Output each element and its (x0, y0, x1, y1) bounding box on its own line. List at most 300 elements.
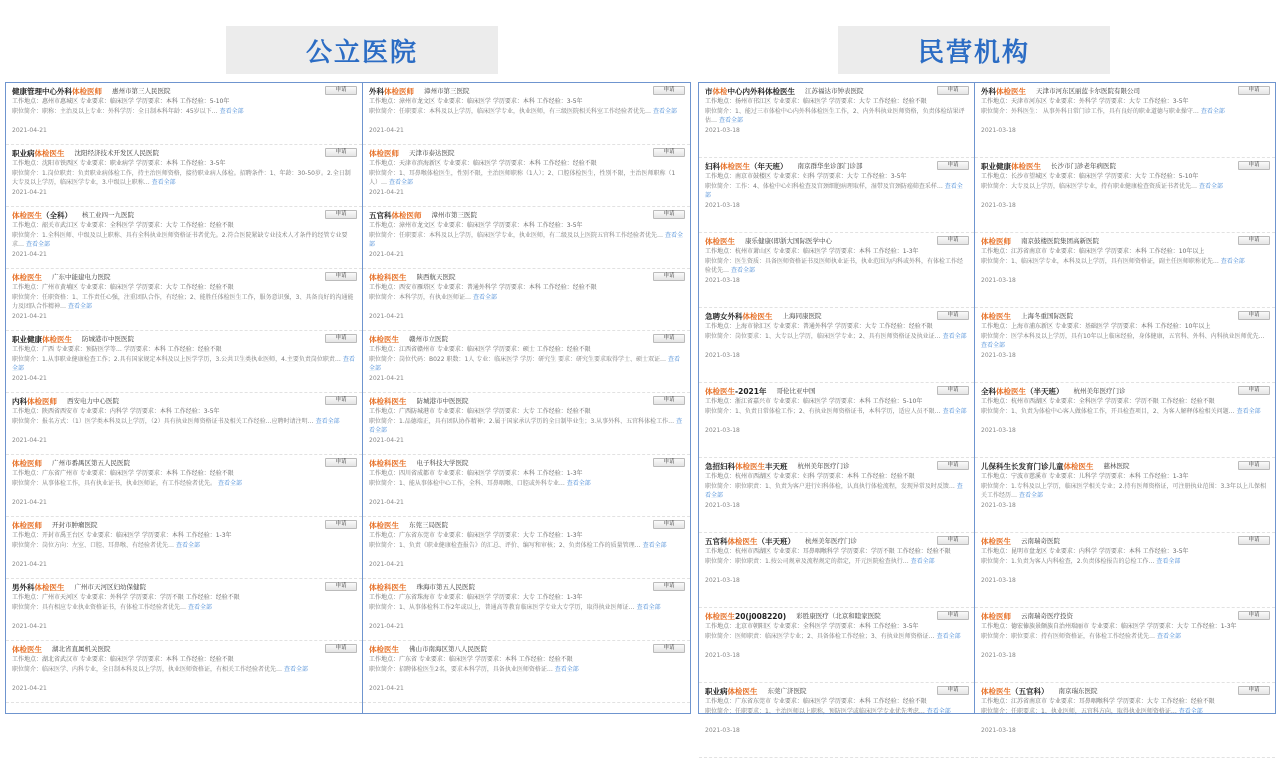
hospital-name[interactable]: 防城港市中医医院 (82, 335, 134, 343)
job-description: 职位简介：1、负责日常体检工作；2、有执业医师资格证书，本科学历，适应人员不限… 查看全部 (705, 408, 967, 415)
apply-button[interactable]: 申请 (325, 582, 357, 591)
job-description: 职位简介：1.全科医师、中级及以上职称、具有全科执业医师资格证书者优先。2.符合医院紧缺专业技术人才条件的经管专业要求… 查看全部 (12, 232, 348, 248)
job-card[interactable] (699, 158, 974, 233)
job-description: 职位简介：1.品德端正，具有团队协作精神；2.属于国家承认学历的全日制毕业生；3.从事外科、五官科体检工作… 查看全部 (369, 418, 683, 434)
job-meta: 工作地点：宁波市慈溪市 专业要求：儿科学 学历要求：本科 工作经验：1-3年 (981, 473, 1189, 480)
job-list-column (974, 83, 1275, 734)
job-title[interactable]: 体检医师 (369, 149, 399, 158)
job-title[interactable]: 体检医师 (12, 521, 42, 530)
job-title[interactable]: 外科体检医师 (369, 87, 414, 96)
job-title[interactable]: 市体检中心内外科体检医生 (705, 87, 795, 96)
view-all-link[interactable]: 查看全部 (705, 183, 963, 199)
job-title[interactable]: 体检科医生 (369, 459, 407, 468)
job-title[interactable]: 体检医生 (705, 237, 735, 246)
hospital-name[interactable]: 天津市河东区丽蓝卡尔医院有限公司 (1036, 87, 1140, 95)
job-title[interactable]: 体检医师 (981, 237, 1011, 246)
job-card[interactable] (6, 331, 362, 393)
private-institution-heading: 民营机构 (838, 26, 1110, 74)
job-card[interactable] (6, 145, 362, 207)
view-all-link[interactable]: 查看全部 (942, 408, 967, 415)
job-meta: 工作地点：广东省广州市 专业要求：临床医学 学历要求：本科 工作经验：经验不限 (12, 470, 234, 477)
hospital-name[interactable]: 广州市番禺区第五人民医院 (52, 459, 130, 467)
job-meta: 工作地点：韶关市武江区 专业要求：全科医学 学历要求：大专 工作经验：经验不限 (12, 222, 234, 229)
job-description: 职位简介：1、负责为体检中心客人做体检工作，开具检查项目，2、为客人解释体检相关问题… 查看全部 (981, 408, 1261, 415)
view-all-link[interactable]: 查看全部 (942, 333, 967, 340)
hospital-name[interactable]: 西安电力中心医院 (67, 397, 119, 405)
job-card[interactable] (363, 393, 690, 455)
view-all-link[interactable]: 查看全部 (1156, 558, 1181, 565)
post-date: 2021-04-21 (12, 313, 47, 320)
view-all-link[interactable]: 查看全部 (636, 604, 661, 611)
job-card[interactable] (363, 579, 690, 641)
view-all-link[interactable]: 查看全部 (926, 708, 951, 715)
post-date: 2021-03-18 (705, 127, 740, 134)
view-all-link[interactable]: 查看全部 (566, 480, 591, 487)
job-meta: 工作地点：长沙市望城区 专业要求：临床医学 学历要求：大专 工作经验：5-10年 (981, 173, 1199, 180)
post-date: 2021-04-21 (369, 623, 404, 630)
job-card[interactable] (975, 683, 1275, 758)
job-title[interactable]: 妇科体检医生（年天班） (705, 162, 788, 171)
job-title[interactable]: 职业病体检医生 (12, 149, 65, 158)
job-list-column (362, 83, 690, 713)
job-description: 职位简介：临床医学、内科专业，全日制本科及以上学历，执业医师资格证，有相关工作经验者优先… 查看全部 (12, 666, 308, 673)
hospital-name[interactable]: 广州市天河区妇幼保健院 (74, 583, 146, 591)
apply-button[interactable]: 申请 (653, 458, 685, 467)
job-title[interactable]: 全科体检医生（半天班） (981, 387, 1064, 396)
view-all-link[interactable]: 查看全部 (187, 604, 212, 611)
job-meta: 工作地点：扬州市邗江区 专业要求：临床医学 学历要求：大专 工作经验：经验不限 (705, 98, 927, 105)
job-meta: 工作地点：湖北省武汉市 专业要求：临床医学 学历要求：本科 工作经验：经验不限 (12, 656, 234, 663)
job-description: 职位简介：1.专科及以上学历，临床医学相关专业；2.持有医师资格证，可注册执业范围：3.3年以上儿保相关工作经历… 查看全部 (981, 483, 1266, 499)
view-all-link[interactable]: 查看全部 (219, 108, 244, 115)
job-card[interactable] (699, 383, 974, 458)
hospital-name[interactable]: 湖北省直属机关医院 (52, 645, 111, 653)
job-card[interactable] (6, 641, 362, 703)
post-date: 2021-03-18 (981, 127, 1016, 134)
post-date: 2021-03-18 (981, 427, 1016, 434)
job-meta: 工作地点：北京市朝阳区 专业要求：全科医学 学历要求：本科 工作经验：3-5年 (705, 623, 919, 630)
apply-button[interactable]: 申请 (937, 611, 969, 620)
job-card[interactable] (975, 83, 1275, 158)
job-description: 职位简介：1、临床医学专业，本科及以上学历，具有医师资格证，副主任医师职称优先… 查看全部 (981, 258, 1245, 265)
job-description: 职位简介：职位职责：1、负责为客户进行妇科体检，认真执行体检流程，发现异常及时反馈… 查看全部 (705, 483, 963, 499)
hospital-name[interactable]: 电子科技大学医院 (416, 459, 469, 467)
view-all-link[interactable]: 查看全部 (472, 294, 497, 301)
job-title[interactable]: 职业病体检医生 (705, 687, 758, 696)
job-card[interactable] (699, 458, 974, 533)
job-title[interactable]: 体检医生 (12, 273, 42, 282)
job-meta: 工作地点：昆明市盘龙区 专业要求：内科学 学历要求：本科 工作经验：3-5年 (981, 548, 1189, 555)
hospital-name[interactable]: 云南瑞奇医院 (1021, 537, 1060, 545)
apply-button[interactable]: 申请 (325, 86, 357, 95)
job-card[interactable] (363, 269, 690, 331)
job-description: 职位简介：1、负责《职业健康检查报告》的汇总、评价、编写和审核；2、负责体检工作的质量管理… 查看全部 (369, 542, 667, 549)
job-card[interactable] (975, 233, 1275, 308)
job-title[interactable]: 体检医生（五官科） (981, 687, 1049, 696)
job-card[interactable] (363, 331, 690, 393)
job-meta: 工作地点：广州市黄埔区 专业要求：临床医学 学历要求：大专 工作经验：经验不限 (12, 284, 234, 291)
job-card[interactable] (363, 455, 690, 517)
post-date: 2021-03-18 (981, 277, 1016, 284)
public-hospital-panel (5, 82, 691, 714)
hospital-name[interactable]: 防城港市中医医院 (416, 397, 469, 405)
job-description: 职位简介：外科医生： 从事外科日常门诊工作，具有良好的职业道德与职业操守… 查看全部 (981, 108, 1225, 115)
job-meta: 工作地点：广州市天河区 专业要求：外科学 学历要求：学历不限 工作经验：经验不限 (12, 594, 240, 601)
view-all-link[interactable]: 查看全部 (936, 633, 961, 640)
job-card[interactable] (6, 455, 362, 517)
view-all-link[interactable]: 查看全部 (67, 303, 92, 310)
job-card[interactable] (6, 579, 362, 641)
apply-button[interactable]: 申请 (325, 210, 357, 219)
hospital-name[interactable]: 东莞广济医院 (767, 687, 807, 695)
view-all-link[interactable]: 查看全部 (12, 356, 355, 372)
post-date: 2021-03-18 (705, 727, 740, 734)
hospital-name[interactable]: 南京鼓楼医院集团高新医院 (1021, 237, 1099, 245)
hospital-name[interactable]: 天津市泰达医院 (409, 149, 455, 157)
job-title[interactable]: 健康管理中心外科体检医师 (12, 87, 102, 96)
post-date: 2021-04-21 (369, 189, 404, 196)
job-title[interactable]: 体检医生20(j008220) (705, 612, 787, 621)
apply-button[interactable]: 申请 (653, 520, 685, 529)
apply-button[interactable]: 申请 (937, 311, 969, 320)
job-card[interactable] (699, 608, 974, 683)
job-description: 职位简介：医学本科及以上学历，具有10年以上临床经验，身体健康，五官科、外科、内科执业医师优先… 查看全部 (981, 333, 1265, 349)
view-all-link[interactable]: 查看全部 (1018, 492, 1043, 499)
job-card[interactable] (363, 641, 690, 703)
post-date: 2021-03-18 (705, 577, 740, 584)
view-all-link[interactable]: 查看全部 (642, 542, 667, 549)
job-description: 职位简介：大专及以上学历，临床医学专业，持有职业健康检查资质证书者优先… 查看全部 (981, 183, 1223, 190)
view-all-link[interactable]: 查看全部 (283, 666, 308, 673)
hospital-name[interactable]: 杭州美年医疗门诊 (1073, 387, 1126, 395)
view-all-link[interactable]: 查看全部 (730, 267, 755, 274)
hospital-name[interactable]: 开封市肿瘤医院 (52, 521, 98, 529)
apply-button[interactable]: 申请 (653, 396, 685, 405)
job-card[interactable] (363, 145, 690, 207)
post-date: 2021-04-21 (369, 251, 404, 258)
view-all-link[interactable]: 查看全部 (369, 418, 683, 434)
post-date: 2021-03-18 (981, 202, 1016, 209)
view-all-link[interactable]: 查看全部 (981, 342, 1006, 349)
job-meta: 工作地点：上海市徐汇区 专业要求：普通外科学 学历要求：大专 工作经验：经验不限 (705, 323, 933, 330)
apply-button[interactable]: 申请 (325, 272, 357, 281)
job-meta: 工作地点：杭州市西湖区 专业要求：耳鼻咽喉科学 学历要求：学历不限 工作经验：经验不限 (705, 548, 951, 555)
post-date: 2021-03-18 (705, 427, 740, 434)
job-meta: 工作地点：天津市滨海新区 专业要求：临床医学 学历要求：本科 工作经验：经验不限 (369, 160, 597, 167)
job-meta: 工作地点：沈阳市铁西区 专业要求：职业病学 学历要求：本科 工作经验：3-5年 (12, 160, 226, 167)
job-title[interactable]: 急聘女外科体检医生 (705, 312, 773, 321)
apply-button[interactable]: 申请 (653, 210, 685, 219)
job-card[interactable] (975, 533, 1275, 608)
job-card[interactable] (699, 533, 974, 608)
view-all-link[interactable]: 查看全部 (652, 108, 677, 115)
job-card[interactable] (363, 207, 690, 269)
hospital-name[interactable]: 长沙市门診老年病医院 (1051, 162, 1116, 170)
view-all-link[interactable]: 查看全部 (369, 356, 680, 372)
post-date: 2021-03-18 (981, 502, 1016, 509)
hospital-name[interactable]: 沈阳经济技术开发区人民医院 (74, 149, 159, 157)
job-card[interactable] (6, 83, 362, 145)
job-title[interactable]: 体检医生 (12, 645, 42, 654)
job-title[interactable]: 五官科体检医师 (369, 211, 422, 220)
post-date: 2021-04-21 (369, 375, 404, 382)
job-description: 职位简介：报名方式：（1）医学类本科及以上学历，（2）具有执业医师资格证书及相关工作经验…应聘时请注明… 查看全部 (12, 418, 340, 425)
job-title[interactable]: 体检科医生 (369, 273, 407, 282)
apply-button[interactable]: 申请 (937, 386, 969, 395)
job-list-column (6, 83, 362, 713)
hospital-name[interactable]: 康乐健康(即浙大国际医学中心 (745, 237, 833, 245)
view-all-link[interactable]: 查看全部 (1178, 708, 1203, 715)
job-description: 职位简介：医生资质：具备医师资格证书及医师执业证书，执业范围为内科或外科，有体检工作经验优先… 查看全部 (705, 258, 964, 274)
job-title[interactable]: 体检科医生 (369, 397, 407, 406)
hospital-name[interactable]: 南京群华坐诊部门诊部 (797, 162, 863, 170)
job-card[interactable] (699, 308, 974, 383)
job-title[interactable]: 急招妇科体检医生丰天班 (705, 462, 788, 471)
post-date: 2021-04-21 (12, 623, 47, 630)
job-card[interactable] (975, 158, 1275, 233)
job-description: 职位简介：岗位方向：左室、口腔、耳鼻喉、有经验者优先… 查看全部 (12, 542, 200, 549)
job-title[interactable]: 内科体检医师 (12, 397, 57, 406)
job-title[interactable]: 体检医师 (981, 612, 1011, 621)
post-date: 2021-03-18 (981, 652, 1016, 659)
apply-button[interactable]: 申请 (325, 396, 357, 405)
job-description: 职位简介：任职要求：1、执业医师，五官科方向，取得执业医师资格证… 查看全部 (981, 708, 1203, 715)
job-card[interactable] (363, 517, 690, 579)
job-description: 职位简介：职称：主治及以上专业：外科学历：全日制本科年龄：45岁以下… 查看全部 (12, 108, 244, 115)
post-date: 2021-04-21 (12, 189, 47, 196)
job-description: 职位简介：职位职责：1.按公司规章及流程规定的指定，开元医院检查执行… 查看全部 (705, 558, 935, 565)
job-meta: 工作地点：浙江省嘉兴市 专业要求：临床医学 学历要求：本科 工作经验：5-10年 (705, 398, 923, 405)
apply-button[interactable]: 申请 (1238, 161, 1270, 170)
job-meta: 工作地点：广东省珠海市 专业要求：临床医学 学历要求：大专 工作经验：1-3年 (369, 594, 583, 601)
hospital-name[interactable]: 彩胜康医疗（北京和睦家医院 (796, 612, 881, 620)
job-description: 职位简介：工作：4、体检中心妇科检查及宫颈细胞病理取样，湿带及宫颈防癌筛查采样… 查看全部 (705, 183, 963, 199)
post-date: 2021-04-21 (369, 127, 404, 134)
job-meta: 工作地点：开封市禹王台区 专业要求：临床医学 学历要求：本科 工作经验：1-3年 (12, 532, 232, 539)
hospital-name[interactable]: 杭州美年医疗门诊 (797, 462, 850, 470)
apply-button[interactable]: 申请 (325, 148, 357, 157)
view-all-link[interactable]: 查看全部 (910, 558, 935, 565)
job-title[interactable]: 体检医生 (369, 645, 399, 654)
apply-button[interactable]: 申请 (653, 148, 685, 157)
post-date: 2021-03-18 (705, 277, 740, 284)
job-title[interactable]: 男外科体检医生 (12, 583, 65, 592)
job-meta: 工作地点：上海市浦东新区 专业要求：基础医学 学历要求：本科 工作经验：10年以上 (981, 323, 1211, 330)
job-meta: 工作地点：惠州市惠城区 专业要求：临床医学 学历要求：本科 工作经验：5-10年 (12, 98, 230, 105)
hospital-name[interactable]: 赣州市立医院 (409, 335, 448, 343)
job-meta: 工作地点：南京市鼓楼区 专业要求：妇科 学历要求：大专 工作经验：3-5年 (705, 173, 907, 180)
job-description: 职位简介：1、耳鼻喉体检医生，性别不限，主治医师职称（1人）；2、口腔体检医生，性别不限，主治医师职称（1人）… 查看全部 (369, 170, 676, 186)
hospital-name[interactable]: 上海冬重国际医院 (1021, 312, 1073, 320)
apply-button[interactable]: 申请 (653, 644, 685, 653)
job-card[interactable] (975, 608, 1275, 683)
job-description: 职位简介：任职要求：1、主治医师以上职称，预防医学或临床医学专业优先考虑… 查看全部 (705, 708, 951, 715)
hospital-name[interactable]: 杭州美年医疗门诊 (805, 537, 857, 545)
post-date: 2021-04-21 (12, 685, 47, 692)
job-meta: 工作地点：江苏省南京市 专业要求：耳鼻咽喉科学 学历要求：大专 工作经验：经验不限 (981, 698, 1215, 705)
apply-button[interactable]: 申请 (937, 536, 969, 545)
job-title[interactable]: 体检科医生 (369, 583, 407, 592)
view-all-link[interactable]: 查看全部 (151, 179, 176, 186)
job-meta: 工作地点：广西防城港市 专业要求：临床医学 学历要求：大专 工作经验：经验不限 (369, 408, 591, 415)
job-card[interactable] (6, 269, 362, 331)
hospital-name[interactable]: 漳州市第三医院 (424, 87, 470, 95)
job-title[interactable]: 职业健康体检医生 (981, 162, 1041, 171)
apply-button[interactable]: 申请 (937, 461, 969, 470)
post-date: 2021-04-21 (12, 375, 47, 382)
view-all-link[interactable]: 查看全部 (705, 483, 963, 499)
job-title[interactable]: 体检医生 (981, 537, 1011, 546)
post-date: 2021-03-18 (705, 352, 740, 359)
apply-button[interactable]: 申请 (937, 86, 969, 95)
view-all-link[interactable]: 查看全部 (175, 542, 200, 549)
job-card[interactable] (6, 393, 362, 455)
job-card[interactable] (363, 83, 690, 145)
job-description: 职位简介：1.岗位职责：负责职业病体检工作，持主治医师资格，接待职业病人体检。招聘条件：1、年龄：30-50岁。2.全日制大专及以上学历，临床医学专业，3.中级以上职称… 查看全部 (12, 170, 351, 186)
hospital-name[interactable]: 慈林医院 (1103, 462, 1130, 470)
job-card[interactable] (6, 207, 362, 269)
view-all-link[interactable]: 查看全部 (1198, 183, 1223, 190)
job-description: 职位简介：任职要求：本科及以上学历，临床医学专业，执业医师，有三级医院相关科室工作经验者优先… 查看全部 (369, 108, 677, 115)
job-meta: 工作地点：杭州市西湖区 专业要求：妇科 学历要求：本科 工作经验：经验不限 (705, 473, 915, 480)
job-meta: 工作地点：广西 专业要求：预防医学等… 学历要求：本科 工作经验：经验不限 (12, 346, 222, 353)
post-date: 2021-04-21 (369, 685, 404, 692)
job-description: 职位简介：招聘体检医生2名，要求本科学历，具备执业医师资格证… 查看全部 (369, 666, 579, 673)
apply-button[interactable]: 申请 (325, 334, 357, 343)
job-description: 职位简介：医师职责：临床医学专业；2、具备体检工作经验；3、有执业医师资格证… 查看全部 (705, 633, 961, 640)
job-card[interactable] (975, 458, 1275, 533)
job-description: 职位简介：任职要求：本科及以上学历，临床医学专业，执业医师，有二级及以上医院五官科工作经验者优先… 查看全部 (369, 232, 683, 248)
job-description: 职位简介：1.负责为客人内科检查，2.负责体检报告的总检工作… 查看全部 (981, 558, 1181, 565)
job-list-column (699, 83, 974, 734)
post-date: 2021-03-18 (981, 352, 1016, 359)
hospital-name[interactable]: 东莞三局医院 (409, 521, 448, 529)
hospital-name[interactable]: 南京瑞东医院 (1058, 687, 1098, 695)
job-meta: 工作地点：广东省 专业要求：临床医学 学历要求：本科 工作经验：经验不限 (369, 656, 573, 663)
apply-button[interactable]: 申请 (937, 236, 969, 245)
apply-button[interactable]: 申请 (325, 520, 357, 529)
apply-button[interactable]: 申请 (1238, 86, 1270, 95)
post-date: 2021-04-21 (12, 561, 47, 568)
job-title[interactable]: 儿保科生长发育门诊儿童体检医生 (981, 462, 1094, 471)
job-meta: 工作地点：广东省东莞市 专业要求：临床医学 学历要求：本科 工作经验：经验不限 (705, 698, 927, 705)
job-card[interactable] (699, 233, 974, 308)
apply-button[interactable]: 申请 (1238, 236, 1270, 245)
post-date: 2021-04-21 (369, 437, 404, 444)
view-all-link[interactable]: 查看全部 (1220, 258, 1245, 265)
job-title[interactable]: 职业健康体检医生 (12, 335, 72, 344)
apply-button[interactable]: 申请 (1238, 386, 1270, 395)
apply-button[interactable]: 申请 (325, 458, 357, 467)
job-meta: 工作地点：广东省东莞市 专业要求：临床医学 学历要求：大专 工作经验：1-3年 (369, 532, 583, 539)
post-date: 2021-03-18 (705, 202, 740, 209)
job-title[interactable]: 外科体检医生 (981, 87, 1026, 96)
apply-button[interactable]: 申请 (653, 582, 685, 591)
job-card[interactable] (975, 383, 1275, 458)
hospital-name[interactable]: 江苏福达市钟表医院 (805, 87, 864, 95)
job-title[interactable]: 体检医生 (369, 335, 399, 344)
post-date: 2021-04-21 (369, 313, 404, 320)
job-title[interactable]: 体检医生-2021年 (705, 387, 767, 396)
hospital-name[interactable]: 云南瑞奇医疗投资 (1021, 612, 1073, 620)
job-meta: 工作地点：四川省成都市 专业要求：临床医学 学历要求：本科 工作经验：1-3年 (369, 470, 583, 477)
hospital-name[interactable]: 上海同康医院 (782, 312, 822, 320)
apply-button[interactable]: 申请 (1238, 311, 1270, 320)
job-card[interactable] (699, 683, 974, 758)
apply-button[interactable]: 申请 (1238, 611, 1270, 620)
view-all-link[interactable]: 查看全部 (217, 480, 242, 487)
apply-button[interactable]: 申请 (1238, 536, 1270, 545)
job-description: 职位简介：1、能从事体检中心工作，全科、耳鼻咽喉、口腔或外科专业… 查看全部 (369, 480, 591, 487)
post-date: 2021-03-18 (705, 652, 740, 659)
job-meta: 工作地点：陕西省西安市 专业要求：内科学 学历要求：本科 工作经验：3-5年 (12, 408, 220, 415)
hospital-name[interactable]: 佛山市南海区第八人民医院 (409, 645, 487, 653)
view-all-link[interactable]: 查看全部 (718, 117, 743, 124)
apply-button[interactable]: 申请 (937, 686, 969, 695)
job-description: 职位简介：岗位要求：1、大专以上学历，临床医学专业；2、具有医师资格证及执业证… 查看全部 (705, 333, 967, 340)
job-description: 职位简介：具有相应专业执业资格证书，有体检工作经验者优先… 查看全部 (12, 604, 212, 611)
hospital-name[interactable]: 广东中能建电力医院 (52, 273, 111, 281)
view-all-link[interactable]: 查看全部 (1156, 633, 1181, 640)
job-card[interactable] (699, 83, 974, 158)
job-title[interactable]: 五官科体检医生（丰天班） (705, 537, 795, 546)
job-meta: 工作地点：江西省赣州市 专业要求：临床医学 学历要求：硕士 工作经验：经验不限 (369, 346, 591, 353)
post-date: 2021-04-21 (12, 499, 47, 506)
job-card[interactable] (975, 308, 1275, 383)
view-all-link[interactable]: 查看全部 (554, 666, 579, 673)
job-card[interactable] (6, 517, 362, 579)
job-title[interactable]: 体检医生（全科） (12, 211, 72, 220)
apply-button[interactable]: 申请 (325, 644, 357, 653)
hospital-name[interactable]: 哥伦比亚中国 (776, 387, 816, 395)
post-date: 2021-04-21 (369, 499, 404, 506)
hospital-name[interactable]: 惠州市第三人民医院 (112, 87, 171, 95)
job-title[interactable]: 体检医生 (981, 312, 1011, 321)
apply-button[interactable]: 申请 (1238, 461, 1270, 470)
hospital-name[interactable]: 漳州市第三医院 (431, 211, 477, 219)
hospital-name[interactable]: 陕西航天医院 (416, 273, 456, 281)
job-title[interactable]: 体检医师 (12, 459, 42, 468)
view-all-link[interactable]: 查看全部 (369, 232, 683, 248)
job-meta: 工作地点：天津市河东区 专业要求：外科学 学历要求：大专 工作经验：3-5年 (981, 98, 1189, 105)
apply-button[interactable]: 申请 (937, 161, 969, 170)
view-all-link[interactable]: 查看全部 (1236, 408, 1261, 415)
job-meta: 工作地点：江苏省南京市 专业要求：临床医学 学历要求：本科 工作经验：10年以上 (981, 248, 1205, 255)
post-date: 2021-03-18 (981, 577, 1016, 584)
private-institution-panel (698, 82, 1276, 734)
job-title[interactable]: 体检医生 (369, 521, 399, 530)
job-description: 职位简介：任职资格：1、工作责任心强，注重团队合作，有经验；2、能胜任体检医生工作，服务意识强，3、具备良好的沟通能力及团队合作精神… 查看全部 (12, 294, 354, 310)
public-hospital-heading: 公立医院 (226, 26, 498, 74)
apply-button[interactable]: 申请 (653, 334, 685, 343)
post-date: 2021-03-18 (705, 502, 740, 509)
view-all-link[interactable]: 查看全部 (388, 179, 413, 186)
apply-button[interactable]: 申请 (1238, 686, 1270, 695)
apply-button[interactable]: 申请 (653, 272, 685, 281)
hospital-name[interactable]: 核工业四一九医院 (82, 211, 134, 219)
apply-button[interactable]: 申请 (653, 86, 685, 95)
job-description: 职位简介：岗位代码：B022 职数：1人 专业：临床医学 学历：研究生 要求：研究生要求取得学士、硕士双证… 查看全部 (369, 356, 680, 372)
job-meta: 工作地点：西安市雁塔区 专业要求：普通外科学 学历要求：本科 工作经验：经验不限 (369, 284, 597, 291)
job-description: 职位简介：从事体检工作，具有执业证书，执业医师证，有工作经验者优先。 查看全部 (12, 480, 242, 487)
job-description: 职位简介：1、从事体检科工作2年或以上，普通高等教育临床医学专业大专学历，取得执业医师证… 查看全部 (369, 604, 661, 611)
view-all-link[interactable]: 查看全部 (1200, 108, 1225, 115)
view-all-link[interactable]: 查看全部 (315, 418, 340, 425)
job-description: 职位简介：1、能过三市体检中心内外科体检医生工作，2、内外科执业医师资格，负责体检结果评估… 查看全部 (705, 108, 965, 124)
hospital-name[interactable]: 珠海市第五人民医院 (416, 583, 475, 591)
job-meta: 工作地点：德宏傣族景颇族自治州瑞丽市 专业要求：临床医学 学历要求：大专 工作经验：1-3年 (981, 623, 1237, 630)
view-all-link[interactable]: 查看全部 (25, 241, 50, 248)
